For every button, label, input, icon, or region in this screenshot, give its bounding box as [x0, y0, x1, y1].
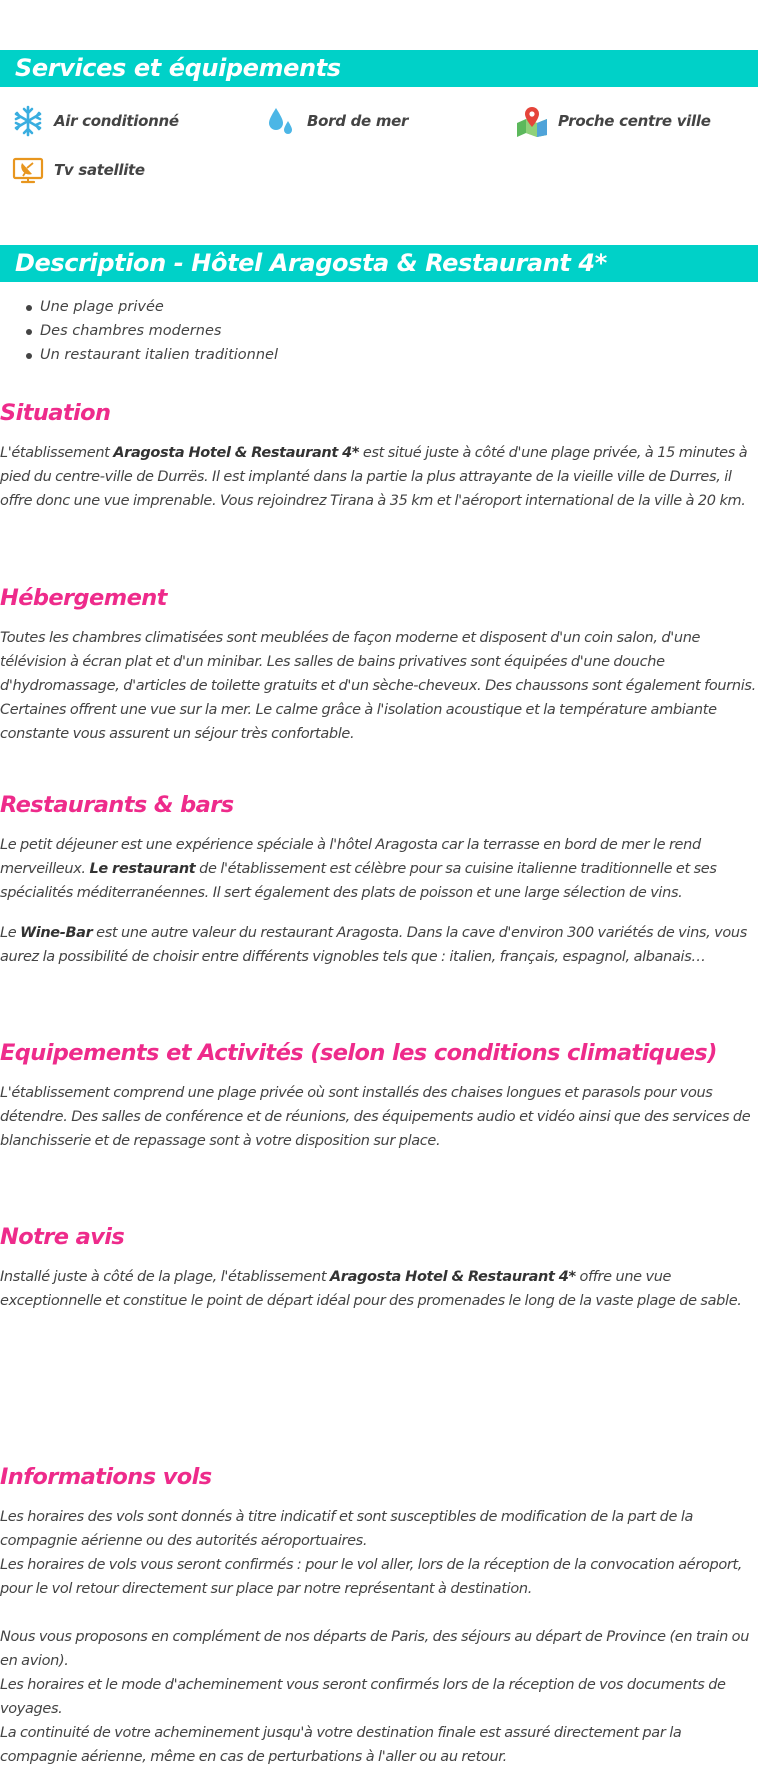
equipements-heading: Equipements et Activités (selon les conditions climatiques): [0, 1040, 717, 1066]
list-item: Une plage privée: [26, 295, 278, 319]
services-title-band: Services et équipements: [0, 50, 758, 87]
hotel-name-bold: Aragosta Hotel & Restaurant 4*: [113, 445, 360, 461]
restaurants-text-2: Le Wine-Bar est une autre valeur du restaurant Aragosta. Dans la cave d'environ 300 variétés de vins, vous aurez la possibilité de choisir entre différents vignobles tels que : italien, français, espagnol, albanais…: [0, 925, 747, 965]
service-seafront: [263, 105, 408, 137]
water-drops-icon: [263, 105, 299, 137]
service-satellite-tv: [10, 154, 145, 186]
wine-bar-bold: Wine-Bar: [20, 925, 93, 941]
list-item: Des chambres modernes: [26, 319, 278, 343]
service-air-conditioning: [10, 105, 179, 137]
snowflake-icon: [10, 105, 46, 137]
service-label: Bord de mer: [307, 112, 409, 130]
restaurants-heading: Restaurants & bars: [0, 792, 234, 818]
service-label: Air conditionné: [54, 112, 179, 130]
situation-heading: Situation: [0, 400, 111, 426]
restaurants-text-1: Le petit déjeuner est une expérience spéciale à l'hôtel Aragosta car la terrasse en bord de mer le rend merveilleux. Le restaurant de l'établissement est célèbre pour sa cuisine italienne traditionnelle et ses spécialités méditerranéennes. Il sert également des plats de poisson et une large sélection de vins.: [0, 837, 717, 901]
hebergement-text: Toutes les chambres climatisées sont meublées de façon moderne et disposent d'un coin salon, d'une télévision à écran plat et d'un minibar. Les salles de bains privatives sont équipées d'une douche d'hydromassage, d'articles de toilette gratuits et d'un sèche-cheveux. Des chaussons sont également fournis. Certaines offrent une vue sur la mer. Le calme grâce à l'isolation acoustique et la température ambiante constante vous assurent un séjour très confortable.: [0, 630, 756, 742]
service-label: Proche centre ville: [558, 112, 711, 130]
description-title-band: Description - Hôtel Aragosta & Restaurant 4*: [0, 245, 758, 282]
hebergement-heading: Hébergement: [0, 585, 167, 611]
satellite-tv-icon: [10, 154, 46, 186]
service-label: Tv satellite: [54, 161, 145, 179]
hotel-name-bold: Aragosta Hotel & Restaurant 4*: [329, 1269, 576, 1285]
description-bullet-list: [26, 295, 278, 367]
vols-text-1: Les horaires des vols sont donnés à titre indicatif et sont susceptibles de modification de la part de la compagnie aérienne ou des autorités aéroportuaires. Les horaires de vols vous seront confirmés : pour le vol aller, lors de la réception de la convocation aéroport, pour le vol retour directement sur place par notre représentant à destination.: [0, 1509, 743, 1597]
equipements-text: L'établissement comprend une plage privée où sont installés des chaises longues et parasols pour vous détendre. Des salles de conférence et de réunions, des équipements audio et vidéo ainsi que des services de blanchisserie et de repassage sont à votre disposition sur place.: [0, 1085, 751, 1149]
situation-text: L'établissement Aragosta Hotel & Restaurant 4* est situé juste à côté d'une plage privée, à 15 minutes à pied du centre-ville de Durrës. Il est implanté dans la partie la plus attrayante de la vieille ville de Durres, il offre donc une vue imprenable. Vous rejoindrez Tirana à 35 km et l'aéroport international de la ville à 20 km.: [0, 445, 748, 509]
vols-text-2: Nous vous proposons en complément de nos départs de Paris, des séjours au départ de Province (en train ou en avion). Les horaires et le mode d'acheminement vous seront confirmés lors de la réception de vos documents de voyages. La continuité de votre acheminement jusqu'à votre destination finale est assuré directement par la compagnie aérienne, même en cas de perturbations à l'aller ou au retour.: [0, 1629, 750, 1765]
restaurant-bold: Le restaurant: [89, 861, 196, 877]
vols-heading: Informations vols: [0, 1464, 212, 1490]
service-city-center: [514, 105, 711, 137]
map-pin-icon: [514, 105, 550, 137]
avis-heading: Notre avis: [0, 1224, 125, 1250]
list-item: Un restaurant italien traditionnel: [26, 343, 278, 367]
avis-text: Installé juste à côté de la plage, l'établissement Aragosta Hotel & Restaurant 4* offre une vue exceptionnelle et constitue le point de départ idéal pour des promenades le long de la vaste plage de sable.: [0, 1269, 742, 1309]
